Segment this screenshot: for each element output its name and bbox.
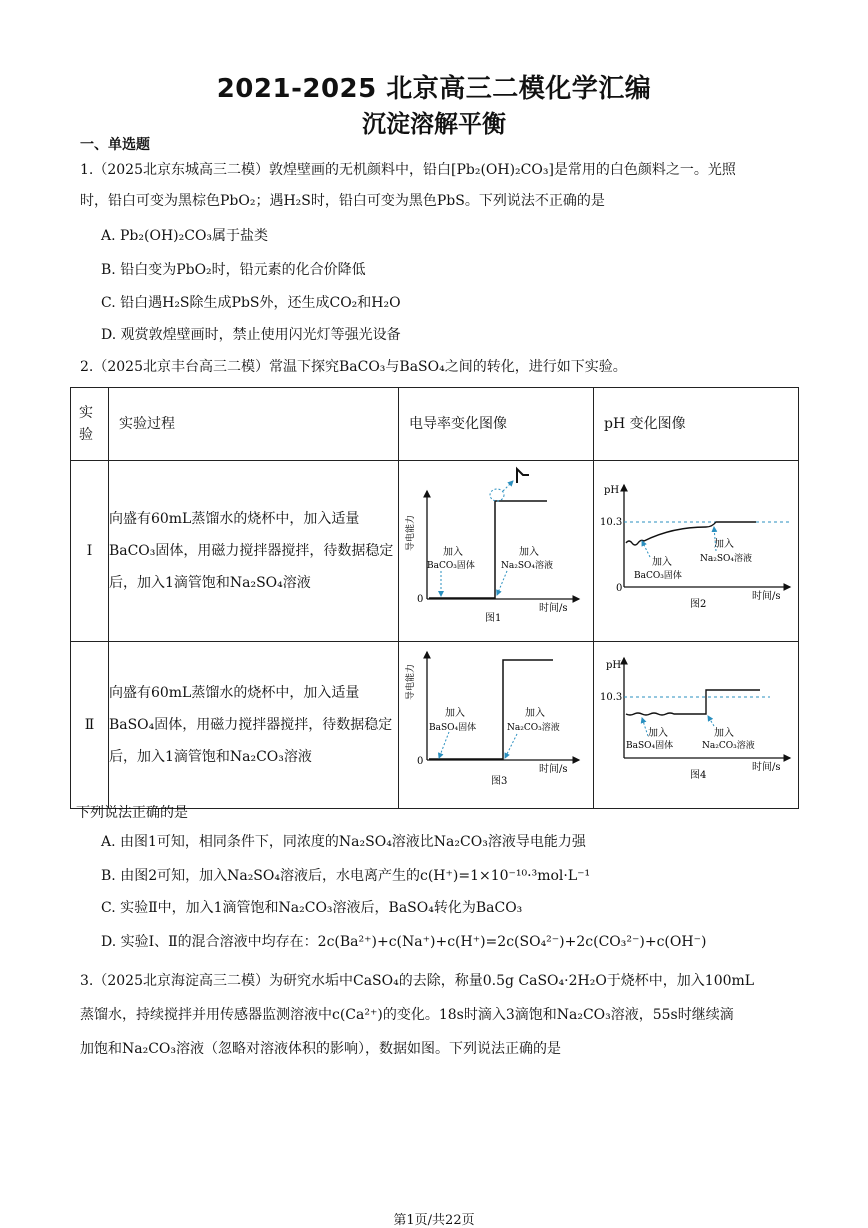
q2-option-b: B. 由图2可知，加入Na₂SO₄溶液后，水电离产生的c(H⁺)=1×10⁻¹⁰·³mol·L⁻¹ — [101, 868, 591, 884]
highlight-ellipse — [490, 489, 504, 501]
row-label: Ⅱ — [71, 642, 109, 809]
page-title: 2021-2025 北京高三二模化学汇编 — [216, 74, 652, 104]
origin-label: 0 — [416, 594, 424, 605]
experiment-table — [70, 387, 799, 809]
y-tick-label: 10.3 — [599, 692, 623, 703]
annotation-1b: BaCO₃固体 — [426, 561, 475, 571]
annotation-1a: 加入 — [647, 728, 668, 739]
q2-stem: 2.（2025北京丰台高三二模）常温下探究BaCO₃与BaSO₄之间的转化，进行如下实验。 — [80, 359, 627, 375]
annotation-2b: Na₂SO₄溶液 — [699, 554, 752, 564]
figure-2-cell — [593, 461, 798, 642]
page-subtitle: 沉淀溶解平衡 — [362, 110, 506, 138]
figure-4-cell — [593, 642, 798, 809]
figure-caption: 图2 — [689, 599, 707, 610]
y-axis-label: 导电能力 — [405, 663, 416, 700]
x-axis-label: 时间/s — [751, 762, 781, 773]
q3-stem-line2: 蒸馏水，持续搅拌并用传感器监测溶液中c(Ca²⁺)的变化。18s时滴入3滴饱和Na₂CO₃溶液，55s时继续滴 — [80, 1007, 734, 1023]
annotation-2b: Na₂CO₃溶液 — [701, 741, 755, 751]
annotation-1a: 加入 — [444, 708, 465, 719]
q3-stem-line3: 加饱和Na₂CO₃溶液（忽略对溶液体积的影响），数据如图。下列说法正确的是 — [80, 1041, 562, 1057]
q1-option-c: C. 铅白遇H₂S除生成PbS外，还生成CO₂和H₂O — [101, 295, 401, 311]
figure-caption: 图1 — [484, 613, 502, 624]
header-ph: pH 变化图像 — [603, 416, 686, 432]
annotation-1a: 加入 — [651, 557, 672, 568]
origin-label: 0 — [416, 756, 424, 767]
annotation-1b: BaSO₄固体 — [625, 741, 674, 751]
annotation-1b: BaSO₄固体 — [428, 723, 477, 733]
annotation-arrow-1 — [439, 732, 449, 758]
figure-3 — [399, 642, 593, 804]
q3-stem-line1: 3.（2025北京海淀高三二模）为研究水垢中CaSO₄的去除，称量0.5g CaSO₄·2H₂O于烧杯中，加入100mL — [80, 973, 755, 989]
annotation-arrow-2 — [497, 571, 507, 595]
figure-caption: 图4 — [689, 770, 707, 781]
y-tick-label: 10.3 — [599, 517, 623, 528]
q2-prompt: 下列说法正确的是 — [76, 805, 188, 821]
annotation-2a: 加入 — [713, 539, 734, 550]
annotation-arrow-2 — [505, 734, 517, 758]
annotation-arrow-2 — [708, 716, 714, 726]
annotation-2a: 加入 — [518, 547, 539, 558]
table-row — [71, 642, 799, 809]
q2-option-d: D. 实验Ⅰ、Ⅱ的混合溶液中均存在：2c(Ba²⁺)+c(Na⁺)+c(H⁺)=2c(SO₄²⁻)+2c(CO₃²⁻)+c(OH⁻) — [101, 934, 707, 950]
row-procedure: 向盛有60mL蒸馏水的烧杯中，加入适量BaSO₄固体，用磁力搅拌器搅拌，待数据稳定后，加入1滴管饱和Na₂CO₃溶液 — [108, 642, 398, 809]
annotation-2b: Na₂CO₃溶液 — [506, 723, 560, 733]
zoom-inset — [517, 469, 529, 483]
figure-3-cell — [398, 642, 593, 809]
table-row — [71, 461, 799, 642]
q2-option-a: A. 由图1可知，相同条件下，同浓度的Na₂SO₄溶液比Na₂CO₃溶液导电能力强 — [101, 834, 586, 850]
header-conductivity: 电导率变化图像 — [408, 416, 507, 432]
zoom-arrow — [503, 481, 513, 491]
q1-option-d: D. 观赏敦煌壁画时，禁止使用闪光灯等强光设备 — [101, 327, 401, 343]
figure-caption: 图3 — [490, 776, 508, 787]
annotation-1b: BaCO₃固体 — [633, 571, 682, 581]
annotation-1a: 加入 — [442, 547, 463, 558]
annotation-2b: Na₂SO₄溶液 — [500, 561, 553, 571]
q1-option-a: A. Pb₂(OH)₂CO₃属于盐类 — [101, 228, 269, 244]
x-axis-label: 时间/s — [751, 591, 781, 602]
origin-label: 0 — [615, 583, 623, 594]
x-axis-label: 时间/s — [538, 764, 568, 775]
figure-2 — [594, 461, 798, 637]
q1-option-b: B. 铅白变为PbO₂时，铅元素的化合价降低 — [101, 262, 366, 278]
figure-4 — [594, 642, 798, 804]
data-line — [626, 690, 760, 715]
y-axis-label: pH — [603, 485, 620, 496]
figure-1 — [399, 461, 593, 637]
q2-option-c: C. 实验Ⅱ中，加入1滴管饱和Na₂CO₃溶液后，BaSO₄转化为BaCO₃ — [101, 900, 523, 916]
page-footer: 第1页/共22页 — [393, 1213, 475, 1228]
row-procedure: 向盛有60mL蒸馏水的烧杯中，加入适量BaCO₃固体，用磁力搅拌器搅拌，待数据稳定后，加入1滴管饱和Na₂SO₄溶液 — [108, 461, 398, 642]
data-line — [626, 522, 756, 545]
figure-1-cell — [398, 461, 593, 642]
x-axis-label: 时间/s — [538, 603, 568, 614]
annotation-2a: 加入 — [524, 708, 545, 719]
header-procedure: 实验过程 — [118, 416, 175, 432]
table-header-row — [71, 388, 799, 461]
annotation-2a: 加入 — [713, 728, 734, 739]
q1-stem-line2: 时，铅白可变为黑棕色PbO₂；遇H₂S时，铅白可变为黑色PbS。下列说法不正确的是 — [80, 193, 605, 209]
y-axis-label: pH — [605, 660, 622, 671]
row-label: Ⅰ — [71, 461, 109, 642]
section-heading: 一、单选题 — [80, 137, 150, 153]
q1-stem-line1: 1.（2025北京东城高三二模）敦煌壁画的无机颜料中，铅白[Pb₂(OH)₂CO₃]是常用的白色颜料之一。光照 — [80, 162, 736, 178]
y-axis-label: 导电能力 — [405, 514, 416, 551]
header-experiment: 实验 — [79, 405, 93, 443]
annotation-arrow-1 — [642, 541, 650, 557]
